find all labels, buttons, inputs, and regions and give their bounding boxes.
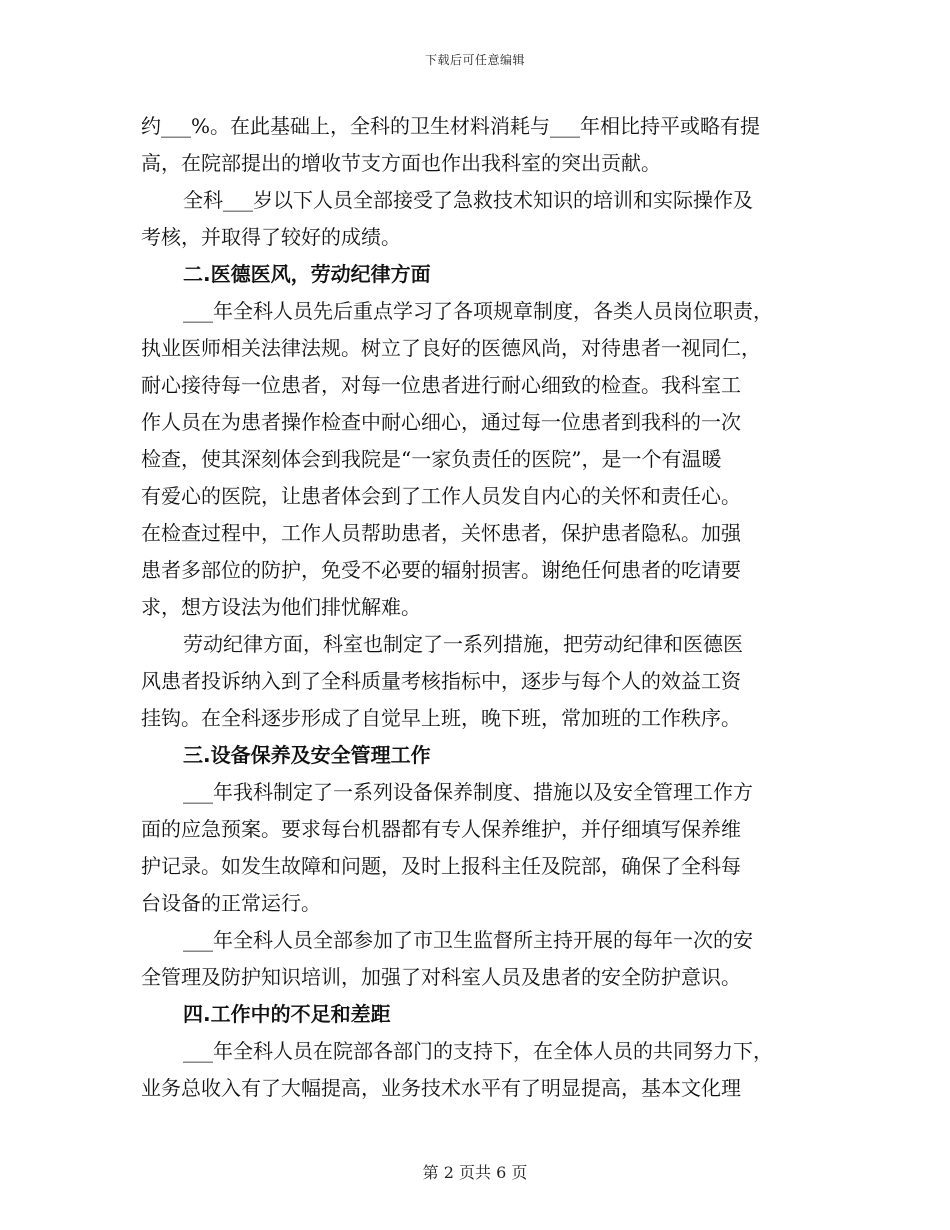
- body-text-line: ___年全科人员先后重点学习了各项规章制度，各类人员岗位职责，: [183, 299, 773, 323]
- body-text-line: 全科___岁以下人员全部接受了急救技术知识的培训和实际操作及: [183, 188, 753, 212]
- body-text-line: ___年全科人员在院部各部门的支持下，在全体人员的共同努力下，: [183, 1039, 773, 1063]
- body-text-line: 业务总收入有了大幅提高，业务技术水平有了明显提高，基本文化理: [141, 1076, 741, 1100]
- body-text-line: 面的应急预案。要求每台机器都有专人保养维护，并仔细填写保养维: [141, 817, 741, 841]
- body-text-line: 在检查过程中，工作人员帮助患者，关怀患者，保护患者隐私。加强: [141, 521, 741, 545]
- body-text-line: 作人员在为患者操作检查中耐心细心，通过每一位患者到我科的一次: [141, 410, 741, 434]
- body-text-line: 求，想方设法为他们排忧解难。: [141, 595, 421, 619]
- body-text-line: 挂钩。在全科逐步形成了自觉早上班，晚下班，常加班的工作秩序。: [141, 706, 741, 730]
- page-footer: 第 2 页共 6 页: [422, 1163, 528, 1182]
- body-text-line: ___年我科制定了一系列设备保养制度、措施以及安全管理工作方: [183, 780, 753, 804]
- body-text-line: 耐心接待每一位患者，对每一位患者进行耐心细致的检查。我科室工: [141, 373, 741, 397]
- body-text-line: 全管理及防护知识培训，加强了对科室人员及患者的安全防护意识。: [141, 965, 741, 989]
- body-text-line: 有爱心的医院，让患者体会到了工作人员发自内心的关怀和责任心。: [141, 484, 741, 508]
- body-text-line: 劳动纪律方面，科室也制定了一系列措施，把劳动纪律和医德医: [183, 632, 743, 656]
- section-heading: 三.设备保养及安全管理工作: [183, 743, 431, 767]
- body-text-line: 执业医师相关法律法规。树立了良好的医德风尚，对待患者一视同仁，: [141, 336, 761, 360]
- body-text-line: 检查，使其深刻体会到我院是“一家负责任的医院”，是一个有温暖: [141, 447, 722, 471]
- section-heading: 二.医德医风，劳动纪律方面: [183, 262, 431, 286]
- body-text-line: 护记录。如发生故障和问题，及时上报科主任及院部，确保了全科每: [141, 854, 741, 878]
- body-text-line: ___年全科人员全部参加了市卫生监督所主持开展的每年一次的安: [183, 928, 753, 952]
- section-heading: 四.工作中的不足和差距: [183, 1002, 391, 1026]
- body-text-line: 考核，并取得了较好的成绩。: [141, 225, 401, 249]
- body-text-line: 患者多部位的防护，免受不必要的辐射损害。谢绝任何患者的吃请要: [141, 558, 741, 582]
- body-text-line: 风患者投诉纳入到了全科质量考核指标中，逐步与每个人的效益工资: [141, 669, 741, 693]
- body-text-line: 台设备的正常运行。: [141, 891, 321, 915]
- document-body: [141, 108, 821, 1107]
- body-text-line: 高，在院部提出的增收节支方面也作出我科室的突出贡献。: [141, 151, 661, 175]
- page-header: 下载后可任意编辑: [424, 53, 525, 67]
- body-text-line: 约___%。在此基础上，全科的卫生材料消耗与___年相比持平或略有提: [141, 114, 761, 138]
